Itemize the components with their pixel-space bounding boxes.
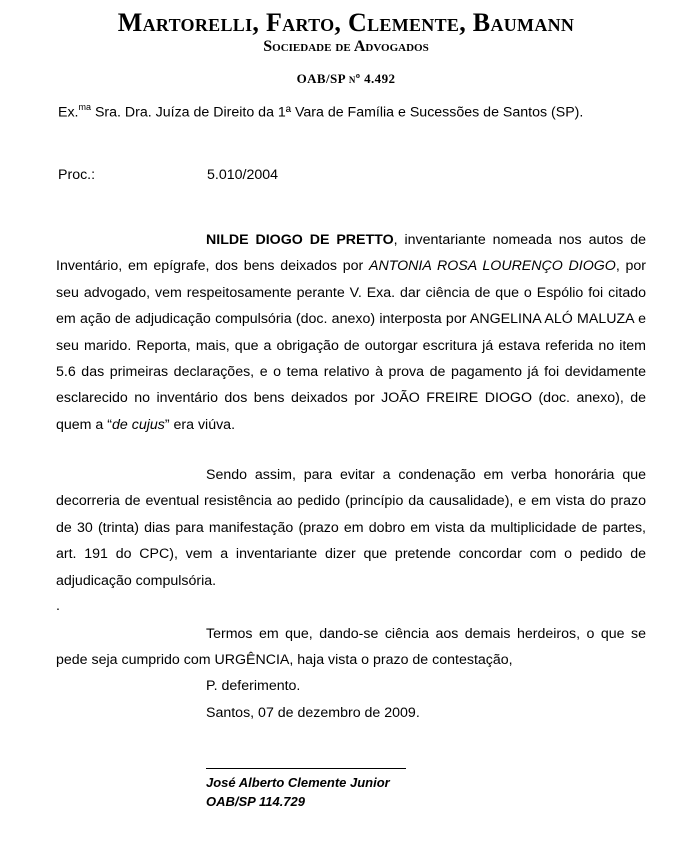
addressee-prefix-superscript: ma (78, 102, 92, 112)
paragraph-text: Sendo assim, para evitar a condenação em verba honorária que decorreria de eventual resistência ao pedido (princípio da causalidade), e em vista do prazo de 30 (trinta) dias para manifestação (prazo em dobro em vista da multiplicidade de partes, art. 191 do CPC), vem a inventariante dizer que pretende concordar com o pedido de adjudicação compulsória. (56, 467, 646, 589)
addressee-prefix: Ex. (58, 104, 79, 121)
signatory-name: José Alberto Clemente Junior (206, 775, 390, 790)
addressee (58, 103, 583, 121)
process-label: Proc.: (58, 167, 96, 183)
paragraph-text: ” era viúva. (164, 416, 236, 433)
paragraph-closing-request (56, 621, 646, 674)
paragraph-text: , inventariante nomeada nos autos de Inventário, em epígrafe, dos bens deixados por (56, 232, 646, 275)
stray-dot: . (56, 598, 60, 614)
firm-oab-number: OAB/SP nº 4.492 (296, 71, 396, 86)
deceased-name: ANTONIA ROSA LOURENÇO DIOGO (368, 258, 616, 275)
signature-line (206, 768, 406, 769)
paragraph-text: , por seu advogado, vem respeitosamente perante V. Exa. dar ciência de que o Espólio foi citado em ação de adjudicação compulsória (doc. anexo) interposta por ANGELINA ALÓ MALUZA e seu marido. Reporta, mais, que a obrigação de outorgar escritura já estava referida no item 5.6 das primeiras declarações, e o tema relativo à prova de pagamento já foi devidamente esclarecido no inventário dos bens deixados por JOÃO FREIRE DIOGO (doc. anexo), de quem a “ (56, 258, 647, 433)
signatory-oab: OAB/SP 114.729 (206, 794, 305, 809)
closing-deferimento: P. deferimento. (206, 678, 301, 694)
addressee-text: Sra. Dra. Juíza de Direito da 1ª Vara de Família e Sucessões de Santos (SP). (91, 104, 584, 121)
paragraph-petition (56, 227, 646, 438)
firm-subtitle: Sociedade de Advogados (263, 38, 429, 55)
process-number: 5.010/2004 (207, 167, 279, 183)
firm-name: Martorelli, Farto, Clemente, Baumann (117, 8, 575, 37)
latin-term: de cujus (112, 416, 165, 433)
paragraph-text: Termos em que, dando-se ciência aos demais herdeiros, o que se pede seja cumprido com URGÊNCIA, haja vista o prazo de contestação, (56, 626, 646, 669)
petitioner-name: NILDE DIOGO DE PRETTO (206, 232, 394, 248)
paragraph-agreement (56, 462, 646, 594)
closing-date: Santos, 07 de dezembro de 2009. (206, 705, 420, 721)
